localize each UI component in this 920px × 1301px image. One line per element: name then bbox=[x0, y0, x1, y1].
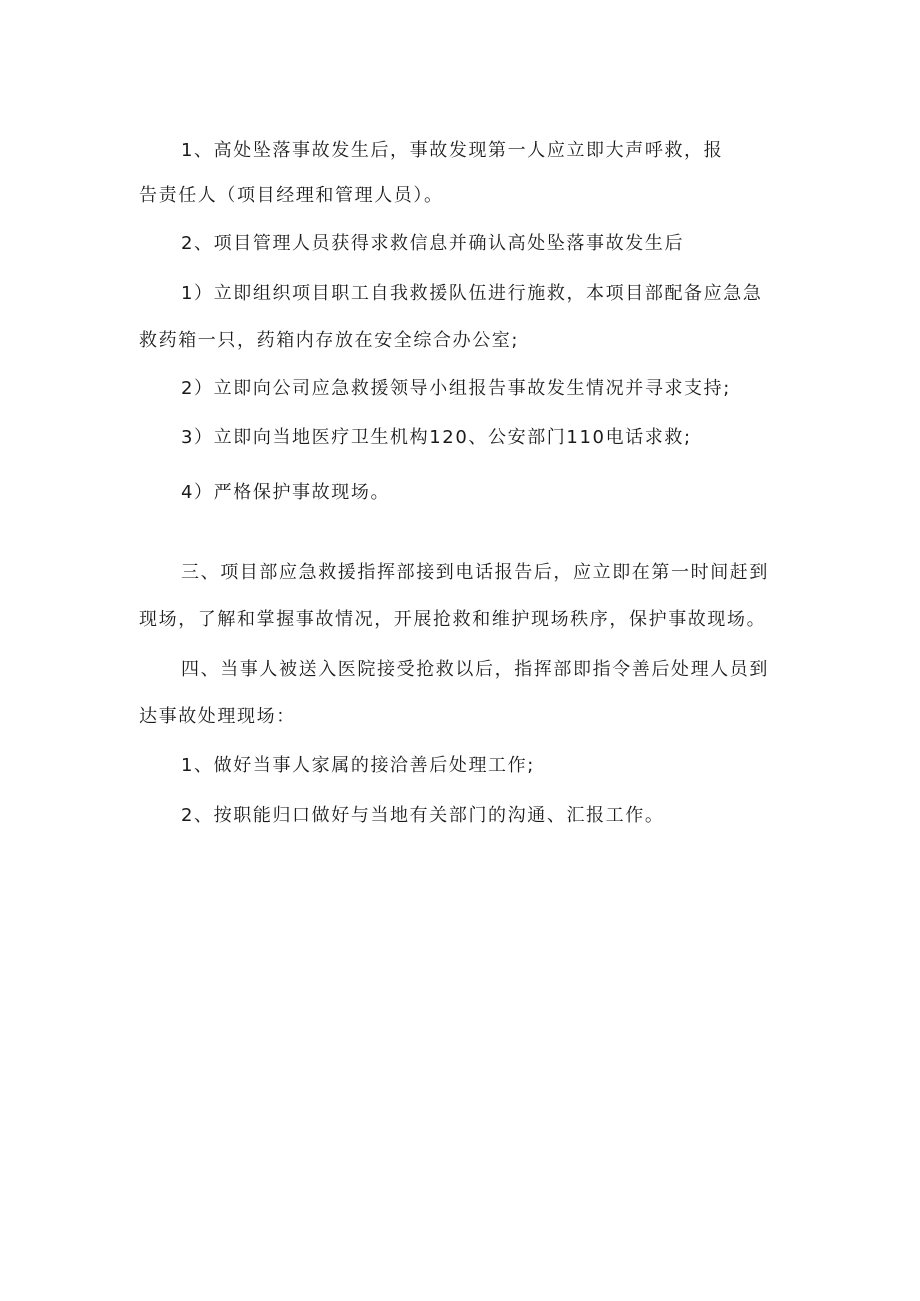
paragraph-line: 三、项目部应急救援指挥部接到电话报告后，应立即在第一时间赶到 bbox=[181, 562, 769, 583]
paragraph-line: 2、项目管理人员获得求救信息并确认高处坠落事故发生后 bbox=[181, 233, 685, 254]
paragraph-line: 告责任人（项目经理和管理人员）。 bbox=[139, 185, 444, 206]
paragraph-line: 1）立即组织项目职工自我救援队伍进行施救，本项目部配备应急急 bbox=[181, 283, 763, 304]
paragraph-line: 现场，了解和掌握事故情况，开展抢救和维护现场秩序，保护事故现场。 bbox=[139, 609, 767, 630]
paragraph-line: 四、当事人被送入医院接受抢救以后，指挥部即指令善后处理人员到 bbox=[181, 659, 769, 680]
paragraph-line: 2）立即向公司应急救援领导小组报告事故发生情况并寻求支持; bbox=[181, 378, 731, 399]
paragraph-line: 3）立即向当地医疗卫生机构120、公安部门110电话求救; bbox=[181, 427, 692, 448]
paragraph-line: 1、高处坠落事故发生后，事故发现第一人应立即大声呼救，报 bbox=[181, 140, 724, 161]
paragraph-line: 2、按职能归口做好与当地有关部门的沟通、汇报工作。 bbox=[181, 805, 665, 826]
paragraph-line: 1、做好当事人家属的接洽善后处理工作; bbox=[181, 755, 535, 776]
paragraph-line: 达事故处理现场： bbox=[139, 706, 296, 727]
paragraph-line: 救药箱一只，药箱内存放在安全综合办公室; bbox=[139, 330, 520, 351]
paragraph-line: 4）严格保护事故现场。 bbox=[181, 482, 391, 503]
